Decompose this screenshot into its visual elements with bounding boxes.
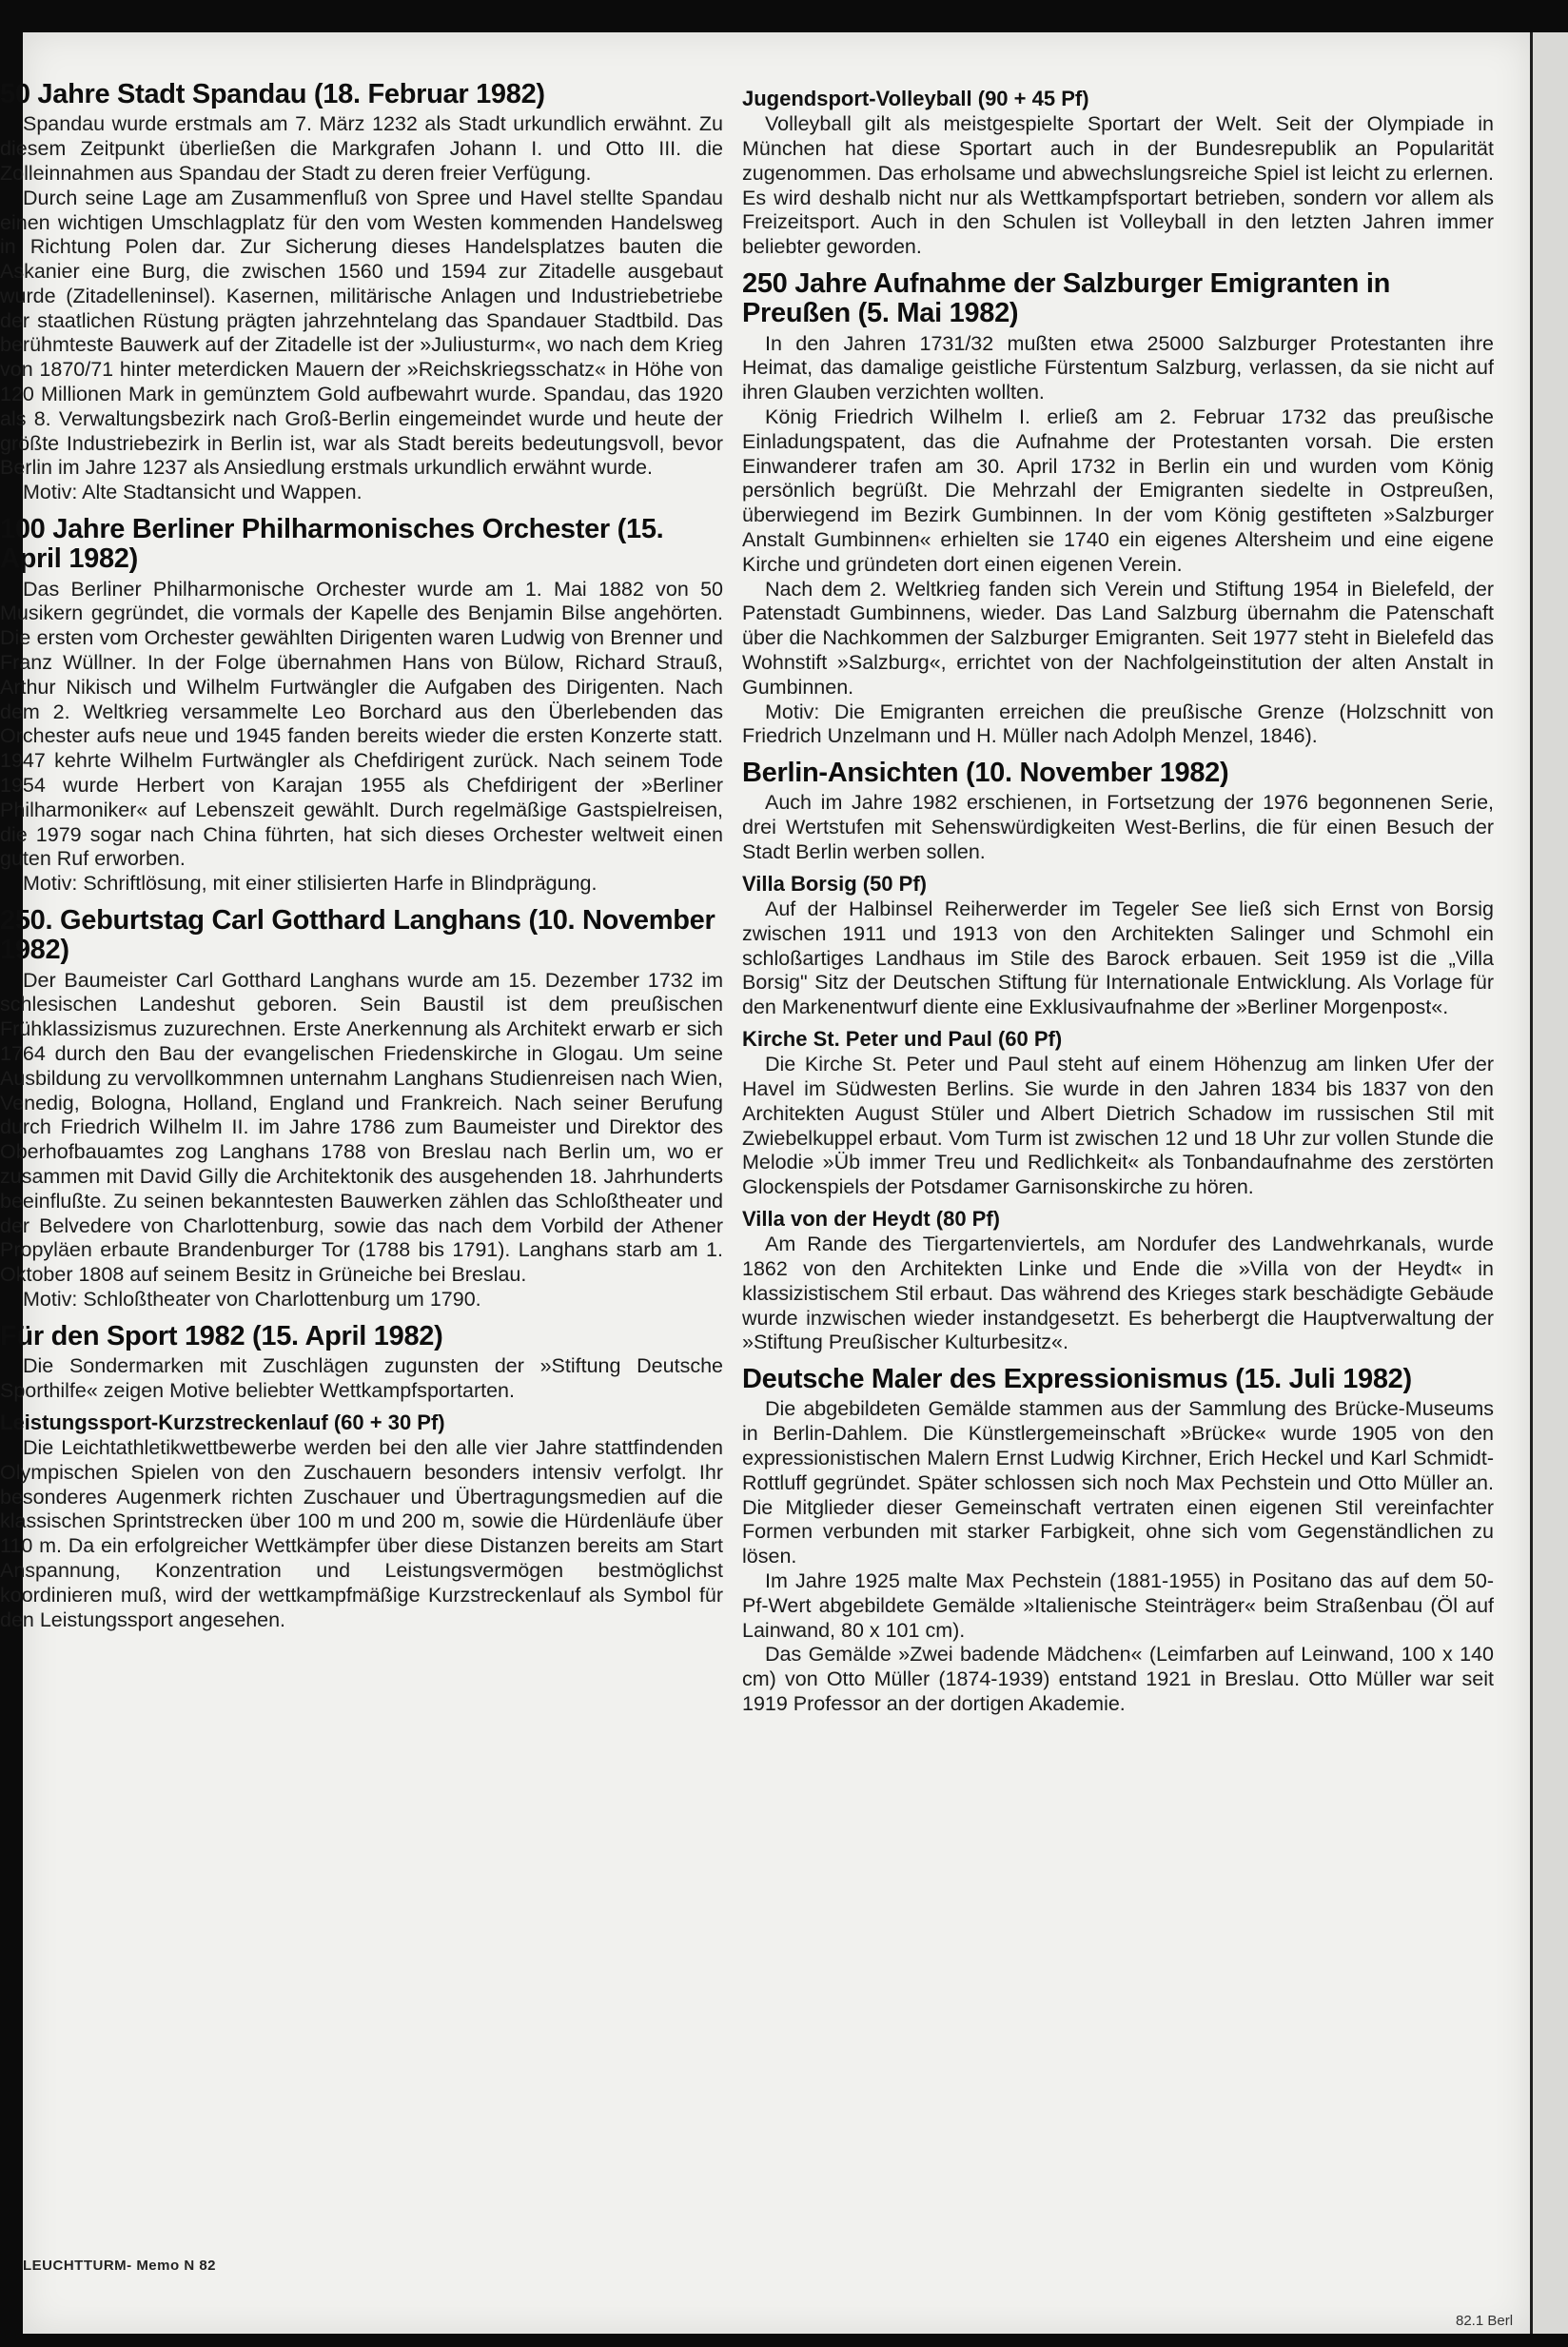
article-paragraph: Die abgebildeten Gemälde stammen aus der Sammlung des Brücke-Museums in Berlin-Dahlem. Die Künstlergemeinschaft »Brücke« wurde 1905 von den expressionistischen Malern Ernst Ludwig Kirchner, Erich Heckel und Karl Schmidt-Rottluff gegründet. Später schlossen sich noch Max Pechstein und Otto Müller an. Die Mitglieder dieser Gemeinschaft vertraten einen eigenen Stil vereinfachter Formen verbunden mit starker Farbigkeit, ohne sich vom Gegenständlichen zu lösen. (742, 1397, 1494, 1568)
article (742, 1365, 1494, 1717)
article (742, 269, 1494, 749)
article (0, 1322, 723, 1632)
article-paragraph: Die Sondermarken mit Zuschlägen zugunsten der »Stiftung Deutsche Sporthilfe« zeigen Motive beliebter Wettkampfsportarten. (0, 1354, 723, 1402)
subsection-title: Villa Borsig (50 Pf) (742, 871, 927, 896)
article-title: 250 Jahre Aufnahme der Salzburger Emigranten in Preußen (5. Mai 1982) (742, 267, 1391, 329)
article-title: Berlin-Ansichten (10. November 1982) (742, 758, 1229, 789)
subsection-title: Leistungssport-Kurzstreckenlauf (60 + 30 Pf) (0, 1410, 445, 1434)
article-paragraph: Motiv: Alte Stadtansicht und Wappen. (23, 481, 363, 504)
article-paragraph: Motiv: Die Emigranten erreichen die preußische Grenze (Holzschnitt von Friedrich Unzelmann und H. Müller nach Adolph Menzel, 1846). (742, 700, 1494, 748)
article (742, 759, 1494, 1355)
article-paragraph: Spandau wurde erstmals am 7. März 1232 als Stadt urkundlich erwähnt. Zu diesem Zeitpunkt überließen die Markgrafen Johann I. und Otto III. die Zolleinnahmen aus Spandau der Stadt zu deren freier Verfügung. (0, 112, 723, 185)
article-paragraph: Der Baumeister Carl Gotthard Langhans wurde am 15. Dezember 1732 im schlesischen Landeshut geboren. Sein Baustil ist dem preußischen Frühklassizismus zuzurechnen. Erste Anerkennung als Architekt erwarb er sich 1764 durch den Bau der evangelischen Friedenskirche in Glogau. Um seine Ausbildung zu vervollkommnen unternahm Langhans Studienreisen nach Wien, Venedig, Bologna, Holland, England und Frankreich. Nach seiner Berufung durch Friedrich Wilhelm II. im Jahre 1786 zum Baumeister und Direktor des Oberhofbauamtes zog Langhans 1788 von Breslau nach Berlin um, wo er zusammen mit David Gilly die Architektonik des ausgehenden 18. Jahrhunderts beeinflußte. Zu seinen bekanntesten Bauwerken zählen das Schloßtheater und der Belvedere von Charlottenburg, sowie das nach dem Vorbild der Athener Propyläen erbaute Brandenburger Tor (1788 bis 1791). Langhans starb am 1. Oktober 1808 auf seinem Besitz in Grüneiche bei Breslau. (0, 968, 723, 1287)
article-paragraph: Auch im Jahre 1982 erschienen, in Fortsetzung der 1976 begonnenen Serie, drei Wertstufen mit Sehenswürdigkeiten West-Berlins, die für einen Besuch der Stadt Berlin werben sollen. (742, 791, 1494, 864)
page-edge (1530, 32, 1568, 2334)
article-title: 100 Jahre Berliner Philharmonisches Orchester (15. April 1982) (0, 514, 664, 575)
subsection-title: Kirche St. Peter und Paul (60 Pf) (742, 1027, 1063, 1052)
article (0, 80, 723, 505)
article-title: Für den Sport 1982 (15. April 1982) (0, 1320, 443, 1351)
article-paragraph: König Friedrich Wilhelm I. erließ am 2. Februar 1732 das preußische Einladungspatent, das die Aufnahme der Protestanten vorsah. Die ersten Einwanderer trafen am 30. April 1732 in Berlin ein und wurden vom König persönlich begrüßt. Die Mehrzahl der Emigranten siedelte in Ostpreußen, überwiegend im Bezirk Gumbinnen. In der vom König gestifteten »Salzburger Anstalt Gumbinnen« erhielten sie 1740 ein eigenes Altersheim und eine eigene Kirche und gründeten dort einen eigenen Verein. (742, 404, 1494, 576)
subsection-paragraph: Am Rande des Tiergartenviertels, am Nordufer des Landwehrkanals, wurde 1862 von den Architekten Linke und Ende die »Villa von der Heydt« in klassizistischem Stil erbaut. Das während des Krieges stark beschädigte Gebäude wurde inzwischen wieder instandgesetzt. Es beherbergt die Hauptverwaltung der »Stiftung Preußischer Kulturbesitz«. (742, 1233, 1494, 1354)
article-title: 250. Geburtstag Carl Gotthard Langhans (10. November 1982) (0, 905, 715, 966)
article-paragraph: Nach dem 2. Weltkrieg fanden sich Verein und Stiftung 1954 in Bielefeld, der Patenstadt Gumbinnens, wieder. Das Land Salzburg übernahm die Patenschaft über die Nachkommen der Salzburger Emigranten. Seit 1977 steht in Bielefeld das Wohnstift »Salzburg«, errichtet von der Nachfolgeinstitution der alten Anstalt in Gumbinnen. (742, 577, 1494, 699)
footer-brand: LEUCHTTURM- Memo N 82 (23, 2258, 217, 2274)
article-paragraph: Das Gemälde »Zwei badende Mädchen« (Leimfarben auf Leinwand, 100 x 140 cm) von Otto Müller (1874-1939) entstand 1921 in Breslau. Otto Müller war seit 1919 Professor an der dortigen Akademie. (742, 1643, 1494, 1716)
article (0, 515, 723, 897)
article-title: 50 Jahre Stadt Spandau (18. Februar 1982) (0, 79, 545, 109)
right-column (742, 80, 1494, 1726)
article (0, 906, 723, 1312)
article-paragraph: Im Jahre 1925 malte Max Pechstein (1881-1955) in Positano das auf dem 50-Pf-Wert abgebildete Gemälde »Italienische Steinträger« beim Straßenbau (Öl auf Lainwand, 80 x 101 cm). (742, 1569, 1494, 1642)
subsection-paragraph: Auf der Halbinsel Reiherwerder im Tegeler See ließ sich Ernst von Borsig zwischen 1911 und 1913 von den Architekten Salinger und Schmohl ein schloßartiges Landhaus im Stile des Barock erbauen. Seit 1959 ist die „Villa Borsig" Sitz der Deutschen Stiftung für Internationale Entwicklung. Als Vorlage für den Markenentwurf diente eine Exklusivaufnahme der »Berliner Morgenpost«. (742, 897, 1494, 1019)
article-paragraph: Durch seine Lage am Zusammenfluß von Spree und Havel stellte Spandau einen wichtigen Umschlagplatz für den vom Westen kommenden Handelsweg in Richtung Polen dar. Zur Sicherung dieses Handelsplatzes bauten die Askanier eine Burg, die zwischen 1560 und 1594 zur Zitadelle ausgebaut wurde (Zitadelleninsel). Kasernen, militärische Anlagen und Industriebetriebe der staatlichen Rüstung prägten jahrzehntelang das Spandauer Stadtbild. Das berühmteste Bauwerk auf der Zitadelle ist der »Juliusturm«, wo nach dem Krieg von 1870/71 hinter meterdicken Mauern der »Reichskriegsschatz« in Höhe von 120 Millionen Mark in gemünztem Gold aufbewahrt wurde. Spandau, das 1920 als 8. Verwaltungsbezirk nach Groß-Berlin eingemeindet wurde und heute der größte Industriebezirk in Berlin ist, war als Stadt bereits bedeutungsvoll, bevor Berlin im Jahre 1237 als Ansiedlung erstmals urkundlich erwähnt wurde. (0, 186, 723, 480)
article-paragraph: Motiv: Schloßtheater von Charlottenburg um 1790. (23, 1288, 481, 1312)
subsection-title: Jugendsport-Volleyball (90 + 45 Pf) (742, 87, 1089, 110)
left-column (0, 76, 723, 1642)
article-paragraph: Das Berliner Philharmonische Orchester wurde am 1. Mai 1882 von 50 Musikern gegründet, die vormals der Kapelle des Benjamin Bilse angehörten. Die ersten vom Orchester gewählten Dirigenten waren Ludwig von Brenner und Franz Wüllner. In der Folge übernahmen Hans von Bülow, Richard Strauß, Arthur Nikisch und Wilhelm Furtwängler die Aufgaben des Dirigenten. Nach dem 2. Weltkrieg versammelte Leo Borchard aus den Überlebenden das Orchester aufs neue und 1945 fanden bereits wieder die ersten Konzerte statt. 1947 kehrte Wilhelm Furtwängler als Chefdirigent zurück. Nach seinem Tode 1954 wurde Herbert von Karajan 1955 als Chefdirigent der »Berliner Philharmoniker« auf Lebenszeit gewählt. Durch regelmäßige Gastspielreisen, die 1979 sogar nach China führten, hat sich dieses Orchester weltweit einen guten Ruf erworben. (0, 577, 723, 871)
subsection-title: Villa von der Heydt (80 Pf) (742, 1206, 1001, 1231)
subsection-paragraph: Die Kirche St. Peter und Paul steht auf einem Höhenzug am linken Ufer der Havel im Südwesten Berlins. Sie wurde in den Jahren 1834 bis 1837 von den Architekten August Stüler und Albert Dietrich Schadow im russischen Stil mit Zwiebelkuppel erbaut. Vom Turm ist zwischen 12 und 18 Uhr zur vollen Stunde die Melodie »Üb immer Treu und Redlichkeit« als Tonbandaufnahme des zerstörten Glockenspiels der Potsdamer Garnisonskirche zu hören. (742, 1053, 1494, 1199)
subsection-paragraph: Die Leichtathletikwettbewerbe werden bei den alle vier Jahre stattfindenden Olympischen Spielen von den Zuschauern besonders intensiv verfolgt. Ihr besonderes Augenmerk richten Zuschauer und Übertragungsmedien auf die klassischen Sprintstrecken über 100 m und 200 m, sowie die Hürdenläufe über 110 m. Da ein erfolgreicher Wettkämpfer über diese Distanzen bereits am Start Anspannung, Konzentration und Leistungsvermögen bestmöglichst koordinieren muß, wird der wettkampfmäßige Kurzstreckenlauf als Symbol für den Leistungssport angesehen. (0, 1435, 723, 1631)
article-title: Deutsche Maler des Expressionismus (15. Juli 1982) (742, 1364, 1412, 1395)
page-number: 82.1 Berl (1456, 2313, 1514, 2329)
article (742, 88, 1494, 260)
subsection-paragraph: Volleyball gilt als meistgespielte Sportart der Welt. Seit der Olympiade in München hat diese Sportart auch in der Bundesrepublik an Popularität zugenommen. Das erholsame und abwechslungsreiche Spiel ist leicht zu erlernen. Es wird deshalb nicht nur als Wettkampfsportart betrieben, sondern vor allem als Freizeitsport. Auch in den Schulen ist Volleyball in den letzten Jahren immer beliebter geworden. (742, 112, 1494, 259)
article-paragraph: In den Jahren 1731/32 mußten etwa 25000 Salzburger Protestanten ihre Heimat, das damalige geistliche Fürstentum Salzburg, verlassen, da sie nicht auf ihren Glauben verzichten wollten. (742, 331, 1494, 404)
article-paragraph: Motiv: Schriftlösung, mit einer stilisierten Harfe in Blindprägung. (23, 872, 598, 896)
